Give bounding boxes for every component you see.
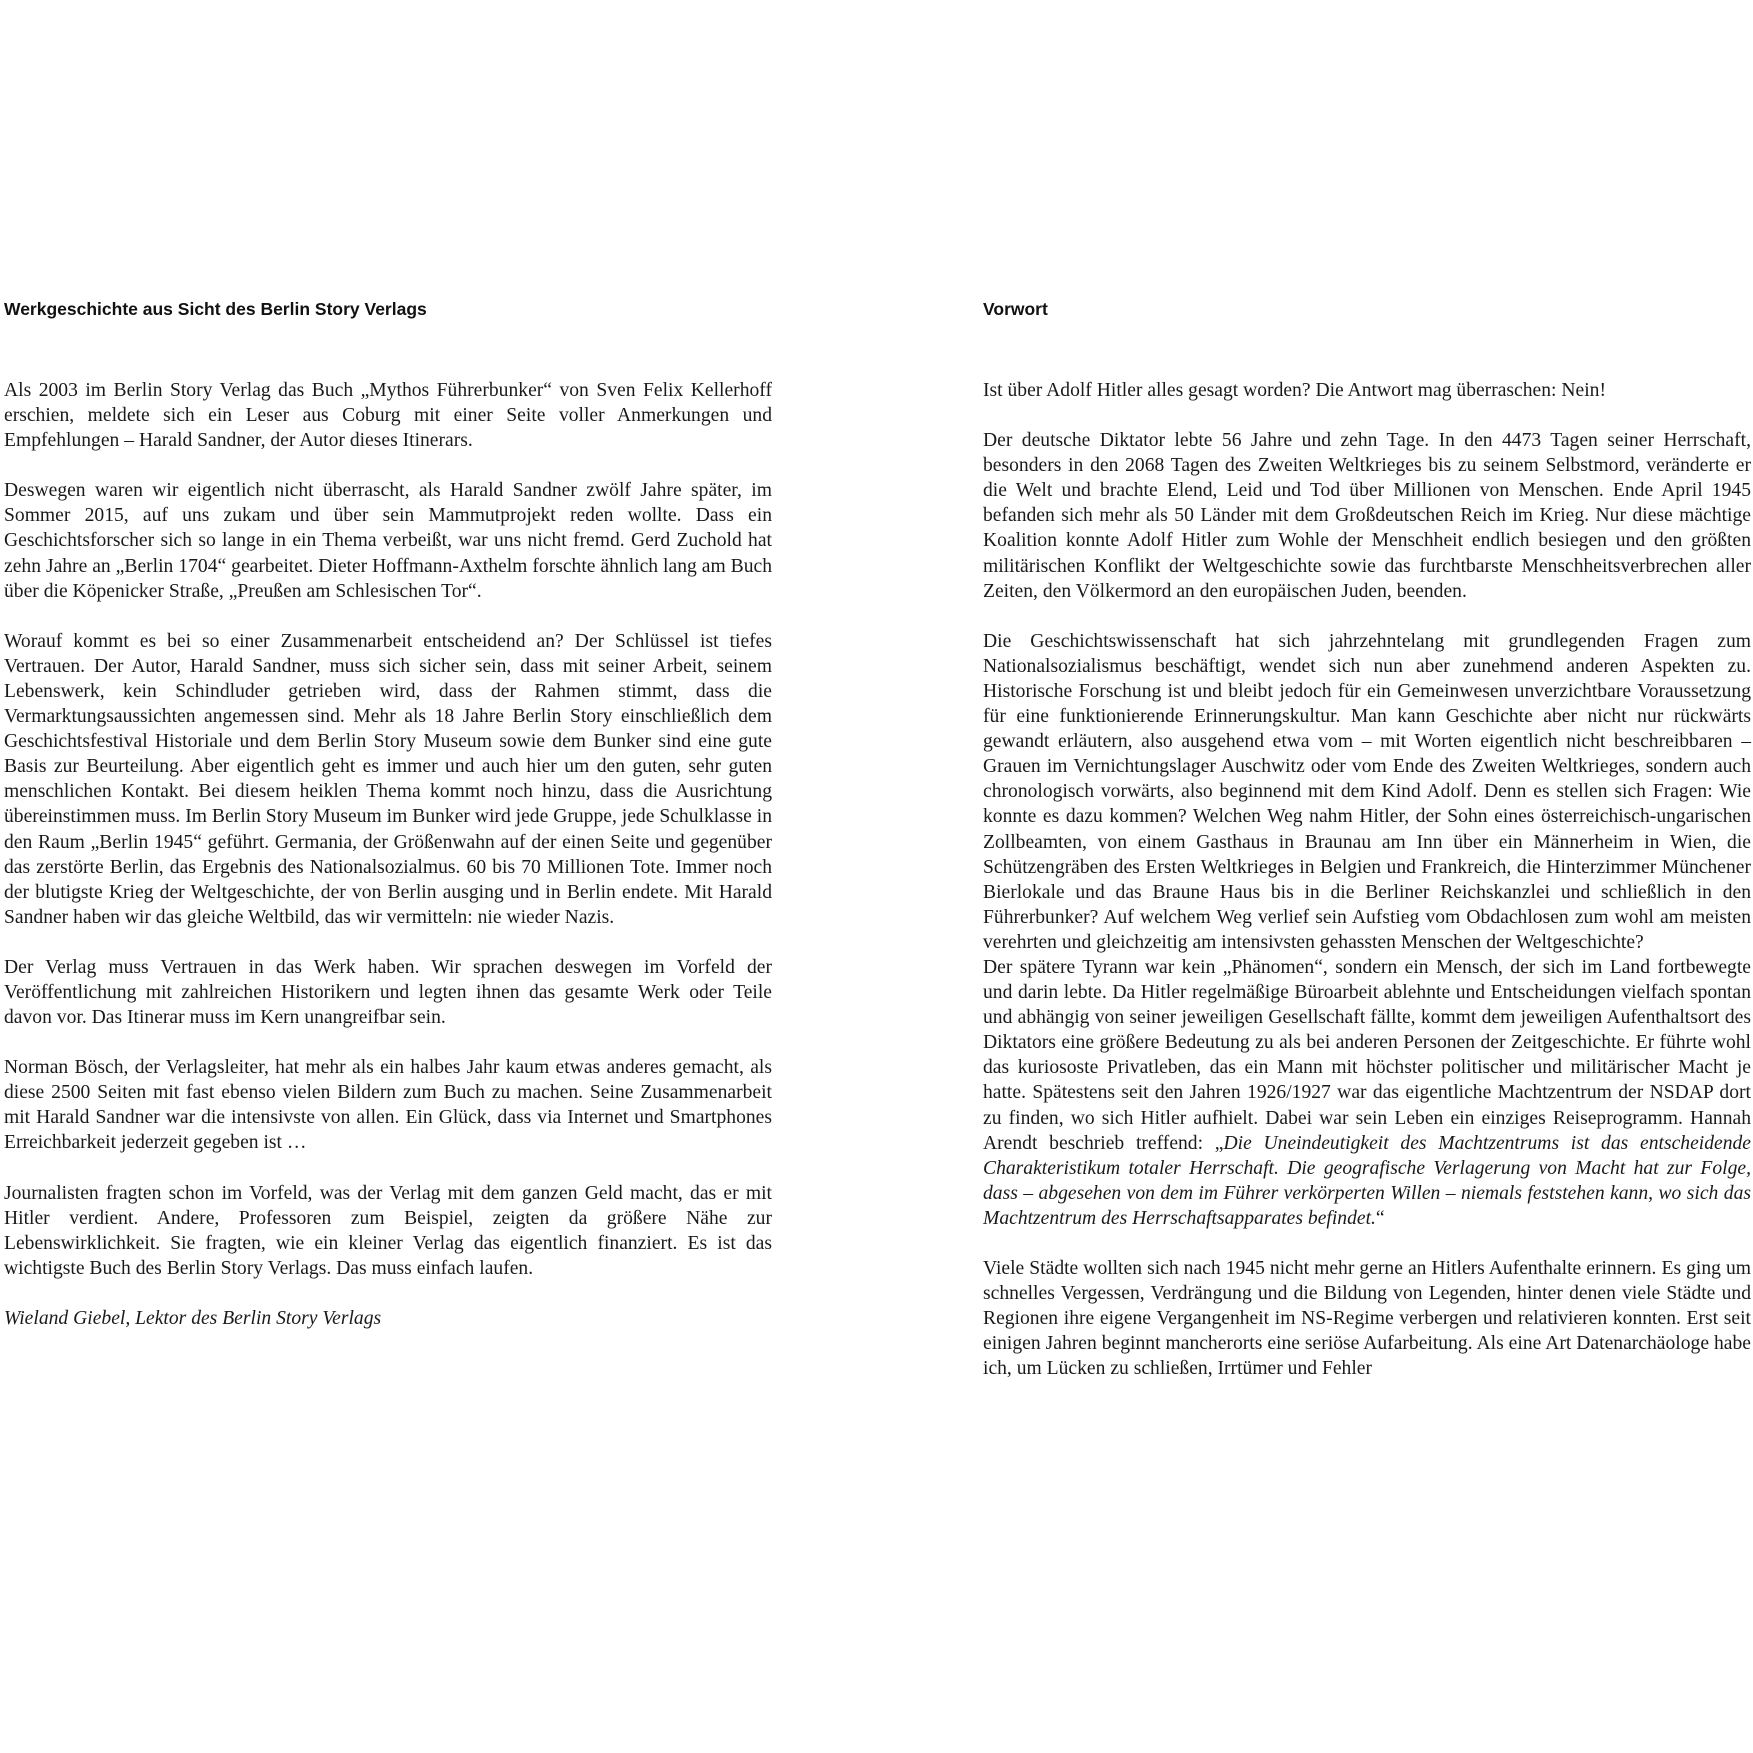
paragraph-lead: Der spätere Tyrann war kein „Phänomen“, sondern ein Mensch, der sich im Land fortbewegte und darin lebte. Da Hitler regelmäßige Büroarbeit ablehnte und Entscheidungen vielfach spontan und abhängig von seiner jeweiligen Gesellschaft fällte, kommt dem jeweiligen Aufenthaltsort des Diktators eine größere Bedeutung zu als bei anderen Personen der Zeitgeschichte. Er führte wohl das kuriososte Privatleben, das ein Mann mit höchster politischer und militärischer Macht je hatte. Spätestens seit den Jahren 1926/1927 war das eigentliche Machtzentrum der NSDAP dort zu finden, wo sich Hitler aufhielt. Dabei war sein Leben ein einziges Reiseprogramm. Hannah Arendt beschrieb treffend: „ [983, 956, 1751, 1154]
paragraph: Worauf kommt es bei so einer Zusammenarbeit entscheidend an? Der Schlüssel ist tiefes Vertrauen. Der Autor, Harald Sandner, muss sich sicher sein, dass mit seiner Arbeit, seinem Lebenswerk, kein Schindluder getrieben wird, dass der Rahmen stimmt, dass die Vermarktungsaussichten angemessen sind. Mehr als 18 Jahre Berlin Story einschließlich dem Geschichtsfestival Historiale und dem Berlin Story Museum sowie dem Bunker sind eine gute Basis zur Beurteilung. Aber eigentlich geht es immer und auch hier um den guten, sehr guten menschlichen Kontakt. Bei diesem heiklen Thema kommt noch hinzu, dass die Ausrichtung übereinstimmen muss. Im Berlin Story Museum im Bunker wird jede Gruppe, jede Schulklasse in den Raum „Berlin 1945“ geführt. Germania, der Größenwahn auf der einen Seite und gegenüber das zerstörte Berlin, das Ergebnis des Nationalsozialmus. 60 bis 70 Millionen Tote. Immer noch der blutigste Krieg der Weltgeschichte, der von Berlin ausging und in Berlin endete. Mit Harald Sandner haben wir das gleiche Weltbild, das wir vermitteln: nie wieder Nazis. [4, 630, 772, 928]
quote-close: “ [1375, 1207, 1385, 1229]
paragraph: Der Verlag muss Vertrauen in das Werk haben. Wir sprachen deswegen im Vorfeld der Veröffentlichung mit zahlreichen Historikern und legten ihnen das gesamte Werk oder Teile davon vor. Das Itinerar muss im Kern unangreifbar sein. [4, 956, 772, 1029]
right-page [983, 298, 1751, 1406]
paragraph: Viele Städte wollten sich nach 1945 nicht mehr gerne an Hitlers Aufenthalte erinnern. Es ging um schnelles Vergessen, Verdrängung und die Bildung von Legenden, hinter denen viele Städte und Regionen ihre eigene Vergangenheit im NS-Regime verbergen und relativieren konnten. Erst seit einigen Jahren beginnt mancherorts eine seriöse Aufarbeitung. Als eine Art Datenarchäologe habe ich, um Lücken zu schließen, Irrtümer und Fehler [983, 1258, 1751, 1380]
left-page-heading: Werkgeschichte aus Sicht des Berlin Story Verlags [4, 299, 427, 319]
right-page-heading: Vorwort [983, 299, 1048, 319]
left-page-body [4, 378, 772, 1331]
signature: Wieland Giebel, Lektor des Berlin Story Verlags [4, 1307, 382, 1329]
left-page [4, 298, 772, 1356]
paragraph: Deswegen waren wir eigentlich nicht überrascht, als Harald Sandner zwölf Jahre später, im Sommer 2015, auf uns zukam und über sein Mammutprojekt reden wollte. Dass ein Geschichtsforscher sich so lange in ein Thema verbeißt, war uns nicht fremd. Gerd Zuchold hat zehn Jahre an „Berlin 1704“ gearbeitet. Dieter Hoffmann-Axthelm forschte ähnlich lang am Buch über die Köpenicker Straße, „Preußen am Schlesischen Tor“. [4, 480, 772, 602]
paragraph: Als 2003 im Berlin Story Verlag das Buch „Mythos Führerbunker“ von Sven Felix Kellerhoff erschien, meldete sich ein Leser aus Coburg mit einer Seite voller Anmerkungen und Empfehlungen – Harald Sandner, der Autor dieses Itinerars. [4, 380, 772, 452]
paragraph: Journalisten fragten schon im Vorfeld, was der Verlag mit dem ganzen Geld macht, das er mit Hitler verdient. Andere, Professoren zum Beispiel, zeigten da größere Nähe zur Lebenswirklichkeit. Sie fragten, wie ein kleiner Verlag das eigentlich finanziert. Es ist das wichtigste Buch des Berlin Story Verlags. Das muss einfach laufen. [4, 1182, 772, 1279]
paragraph: Norman Bösch, der Verlagsleiter, hat mehr als ein halbes Jahr kaum etwas anderes gemacht, als diese 2500 Seiten mit fast ebenso vielen Bildern zum Buch zu machen. Seine Zusammenarbeit mit Harald Sandner war die intensivste von allen. Ein Glück, dass via Internet und Smartphones Erreichbarkeit jederzeit gegeben ist … [4, 1057, 772, 1154]
paragraph: Der deutsche Diktator lebte 56 Jahre und zehn Tage. In den 4473 Tagen seiner Herrschaft, besonders in den 2068 Tagen des Zweiten Weltkrieges bis zu seinem Selbstmord, veränderte er die Welt und brachte Elend, Leid und Tod über Millionen von Menschen. Ende April 1945 befanden sich mehr als 50 Länder mit dem Großdeutschen Reich im Krieg. Nur diese mächtige Koalition konnte Adolf Hitler zum Wohle der Menschheit endlich besiegen und den größten militärischen Konflikt der Weltgeschichte sowie das furchtbarste Menschheitsverbrechen aller Zeiten, den Völkermord an den europäischen Juden, beenden. [983, 430, 1751, 602]
arendt-quote: Die Uneindeutigkeit des Machtzentrums ist das entscheidende Charakteristikum totaler Herrschaft. Die geografische Verlagerung von Macht hat zur Folge, dass – abgesehen von dem im Führer verkörperten Willen – niemals feststehen kann, wo sich das Machtzentrum des Herrschaftsapparates befindet. [983, 1132, 1751, 1229]
paragraph-with-quote [983, 955, 1751, 1231]
right-page-body [983, 378, 1751, 1381]
paragraph: Die Geschichtswissenschaft hat sich jahrzehntelang mit grundlegenden Fragen zum Nationalsozialismus beschäftigt, wendet sich nun aber zunehmend anderen Aspekten zu. Historische Forschung ist und bleibt jedoch für ein Gemeinwesen unverzichtbare Voraussetzung für eine funktionierende Erinnerungskultur. Man kann Geschichte aber nicht nur rückwärts gewandt erläutern, also ausgehend etwa vom – mit Worten eigentlich nicht beschreibbaren – Grauen im Vernichtungslager Auschwitz oder vom Ende des Zweiten Weltkrieges, sondern auch chronologisch vorwärts, also beginnend mit dem Kind Adolf. Denn es stellen sich Fragen: Wie konnte es dazu kommen? Welchen Weg nahm Hitler, der Sohn eines österreichisch-ungarischen Zollbeamten, von einem Gasthaus in Braunau am Inn über ein Männerheim in Wien, die Schützengräben des Ersten Weltkrieges in Belgien und Frankreich, die Hinterzimmer Münchener Bierlokale und das Braune Haus bis in die Berliner Reichskanzlei und schließlich in den Führerbunker? Auf welchem Weg verlief sein Aufstieg vom Obdachlosen zum wohl am meisten verehrten und gleichzeitig am intensivsten gehassten Menschen der Weltgeschichte? [983, 630, 1751, 953]
paragraph: Ist über Adolf Hitler alles gesagt worden? Die Antwort mag überraschen: Nein! [983, 380, 1607, 401]
